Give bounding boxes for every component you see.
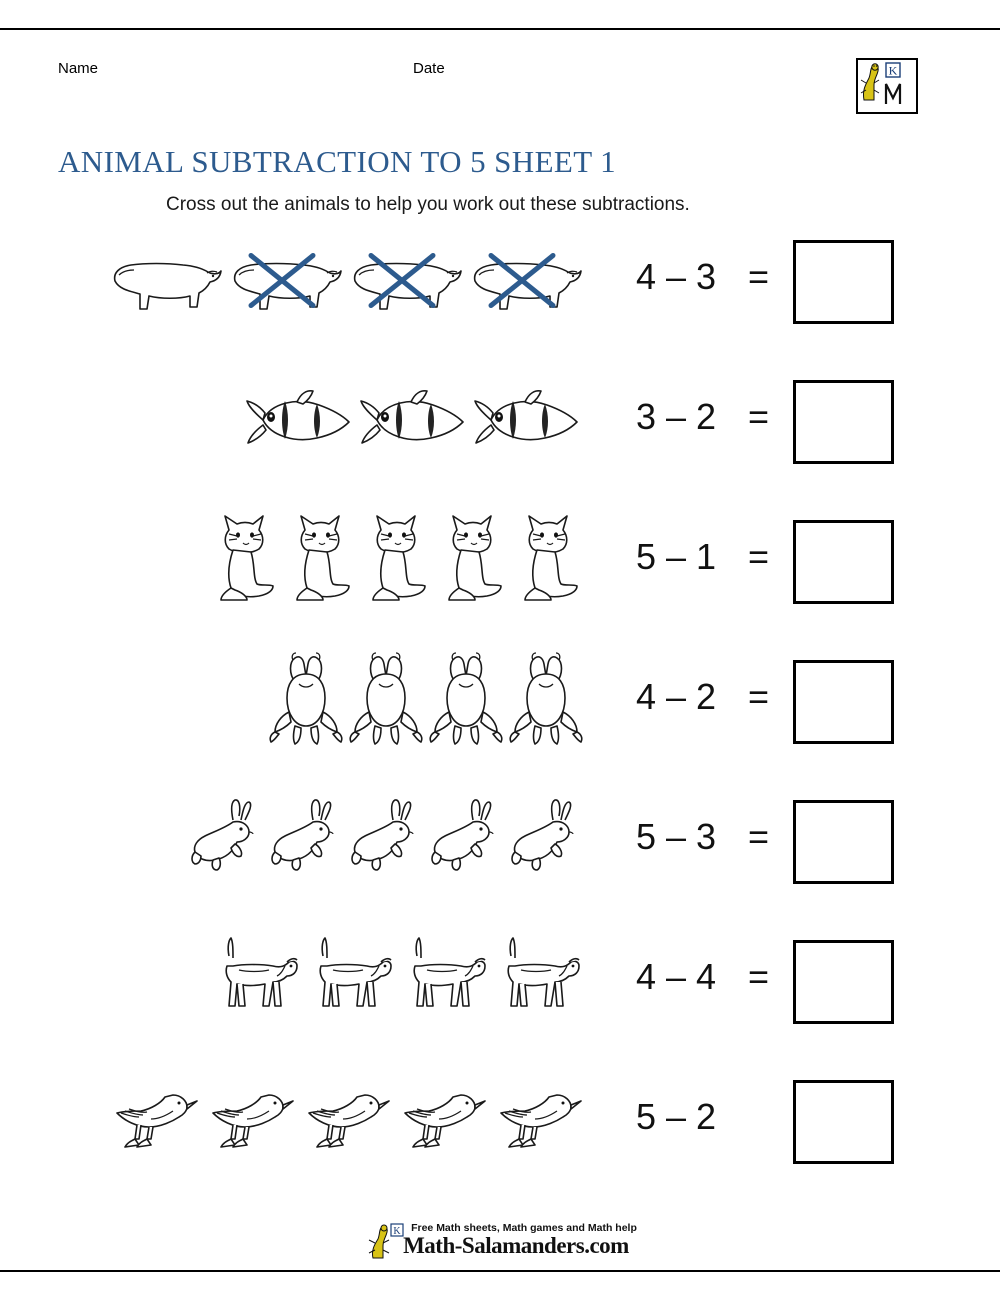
animal-clownfish[interactable] [245,385,357,460]
equals-sign: = [748,396,770,437]
animal-group-rabbit [187,792,585,892]
equals-sign: = [748,536,770,577]
footer-tagline: Free Math sheets, Math games and Math help [411,1222,637,1234]
equation-text: 4 – 3 [636,256,717,297]
footer-divider [0,1270,1000,1272]
animal-frog[interactable] [347,648,425,757]
header-divider [0,28,1000,30]
instruction-text: Cross out the animals to help you work out these subtractions. [166,194,690,215]
animal-dog[interactable] [305,932,397,1033]
equation-text: 5 – 3 [636,816,717,857]
equation-text: 3 – 2 [636,396,717,437]
animal-rabbit[interactable] [187,796,265,889]
animal-rabbit[interactable] [507,796,585,889]
date-label: Date [413,60,445,77]
page-title: ANIMAL SUBTRACTION TO 5 SHEET 1 [58,143,617,179]
animal-bird[interactable] [107,1081,201,1164]
answer-box[interactable] [793,1080,894,1164]
animal-group-bear [107,232,585,332]
problem-row [0,792,1000,932]
animal-bird[interactable] [395,1081,489,1164]
animal-clownfish[interactable] [473,385,585,460]
problem-list [0,232,1000,1212]
problem-row [0,372,1000,512]
equation-text: 5 – 2 [636,1096,717,1137]
animal-rabbit[interactable] [427,796,505,889]
footer [0,1222,1000,1258]
answer-box[interactable] [793,380,894,464]
name-label: Name [58,60,99,77]
problem-row [0,1072,1000,1212]
animal-frog[interactable] [267,648,345,757]
answer-box[interactable] [793,240,894,324]
animal-dog[interactable] [399,932,491,1033]
svg-text:K: K [888,63,898,78]
footer-url[interactable]: Math-Salamanders.com [403,1233,629,1258]
animal-frog[interactable] [427,648,505,757]
animal-clownfish[interactable] [359,385,471,460]
animal-bird[interactable] [491,1081,585,1164]
animal-bear[interactable] [227,241,345,324]
problem-row [0,652,1000,792]
equation-text: 4 – 2 [636,676,717,717]
problem-row [0,932,1000,1072]
animal-dog[interactable] [493,932,585,1033]
animal-group-clownfish [245,372,585,472]
animal-rabbit[interactable] [267,796,345,889]
animal-group-frog [267,652,585,752]
animal-frog[interactable] [507,648,585,757]
animal-cat[interactable] [207,512,281,613]
answer-box[interactable] [793,800,894,884]
equals-sign: = [748,676,770,717]
animal-rabbit[interactable] [347,796,425,889]
animal-bird[interactable] [299,1081,393,1164]
animal-group-bird [107,1072,585,1172]
animal-cat[interactable] [359,512,433,613]
animal-cat[interactable] [435,512,509,613]
equation-text: 4 – 4 [636,956,717,997]
answer-box[interactable] [793,940,894,1024]
animal-dog[interactable] [211,932,303,1033]
animal-group-dog [211,932,585,1032]
animal-group-cat [207,512,585,612]
equals-sign: = [748,256,770,297]
animal-cat[interactable] [511,512,585,613]
answer-box[interactable] [793,520,894,604]
animal-bear[interactable] [347,241,465,324]
equals-sign: = [748,816,770,857]
animal-cat[interactable] [283,512,357,613]
animal-bear[interactable] [107,241,225,324]
equation-text: 5 – 1 [636,536,717,577]
salamander-mascot-icon [363,1222,407,1262]
problem-row [0,232,1000,372]
answer-box[interactable] [793,660,894,744]
math-salamanders-logo-icon [856,58,918,114]
equals-sign: = [748,956,770,997]
problem-row [0,512,1000,652]
svg-text:K: K [393,1226,401,1237]
animal-bear[interactable] [467,241,585,324]
animal-bird[interactable] [203,1081,297,1164]
